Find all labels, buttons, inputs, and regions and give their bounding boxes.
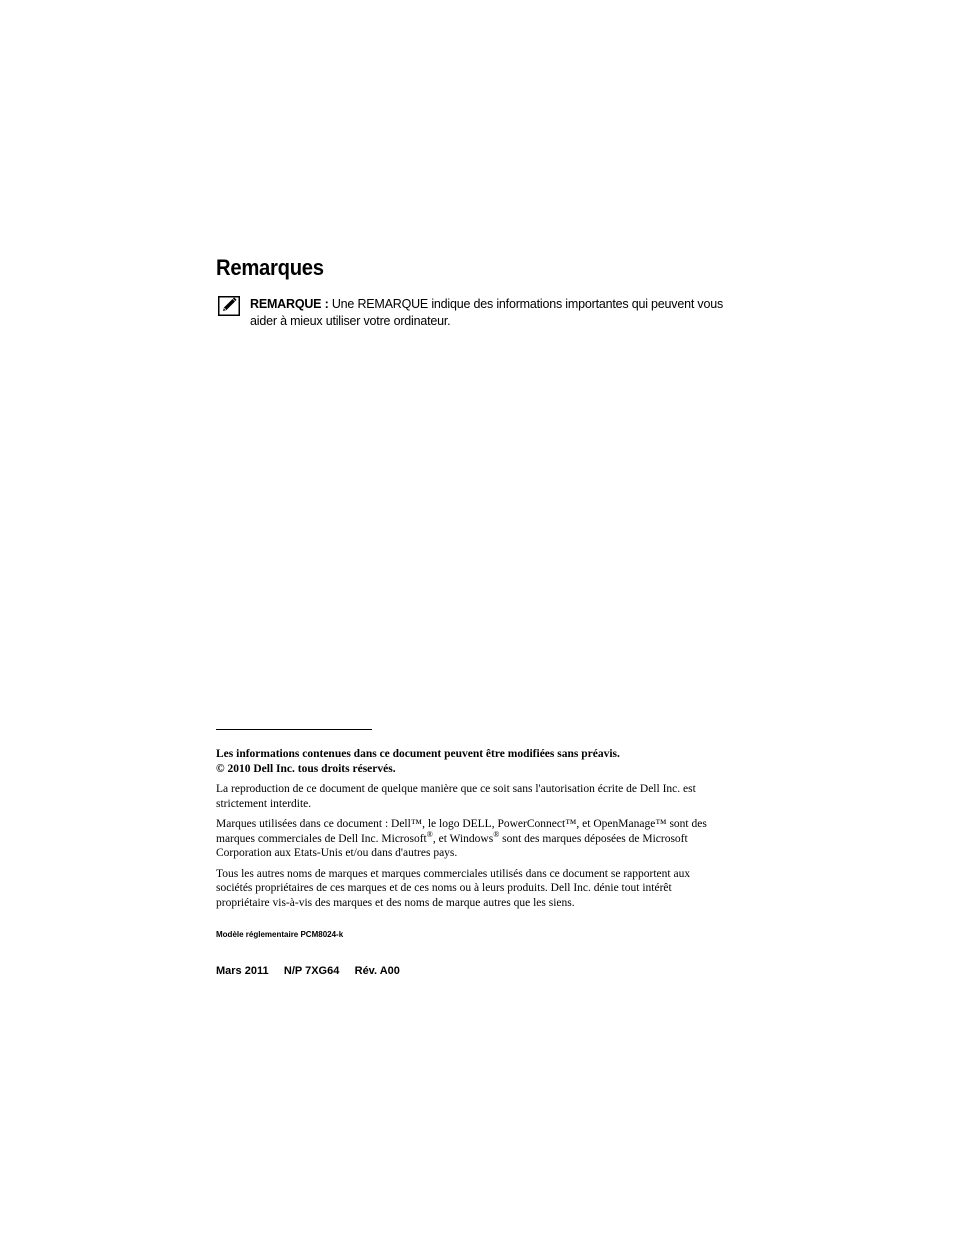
footer-revision: Rév. A00 — [354, 965, 400, 977]
other-marks-notice: Tous les autres noms de marques et marques commerciales utilisés dans ce document se rapportent aux sociétés propriétaires de ces marques et de ces noms ou à leurs produits. Dell Inc. dénie tout intérêt propriétaire vis-à-vis des marques et des noms de marque autres que les siens. — [216, 867, 691, 909]
registered-mark: ® — [426, 829, 433, 839]
trademark-text-2: , et Windows — [432, 832, 494, 845]
legal-disclaimer: Les informations contenues dans ce document peuvent être modifiées sans préavis. — [216, 748, 620, 760]
trademark-text-1: Marques utilisées dans ce document : Dell™, le logo DELL, PowerConnect™, et OpenManage™ sont des marques commerciales de Dell Inc. Microsoft — [216, 818, 707, 845]
copyright-line: © 2010 Dell Inc. tous droits réservés. — [216, 762, 396, 775]
trademark-notice — [216, 817, 721, 861]
page-title: Remarques — [216, 255, 324, 280]
document-footer — [216, 965, 400, 977]
trademark-text-3: sont des marques déposées de Microsoft Corporation aux Etats-Unis et/ou dans d'autres pays. — [216, 832, 688, 859]
regulatory-model: Modèle réglementaire PCM8024-k — [216, 930, 344, 939]
legal-disclaimer-block — [216, 747, 721, 776]
footer-date: Mars 2011 — [216, 965, 269, 977]
reproduction-notice: La reproduction de ce document de quelque manière que ce soit sans l'autorisation écrite de Dell Inc. est strictement interdite. — [216, 783, 696, 810]
footer-part-number: N/P 7XG64 — [283, 965, 340, 977]
note-text — [250, 296, 728, 330]
note-pencil-icon — [218, 296, 240, 316]
note-label: REMARQUE : — [250, 297, 329, 311]
legal-notice — [216, 747, 721, 916]
registered-mark: ® — [493, 829, 500, 839]
footnote-divider — [216, 729, 372, 730]
note-body: Une REMARQUE indique des informations importantes qui peuvent vous aider à mieux utiliser votre ordinateur. — [250, 297, 724, 328]
